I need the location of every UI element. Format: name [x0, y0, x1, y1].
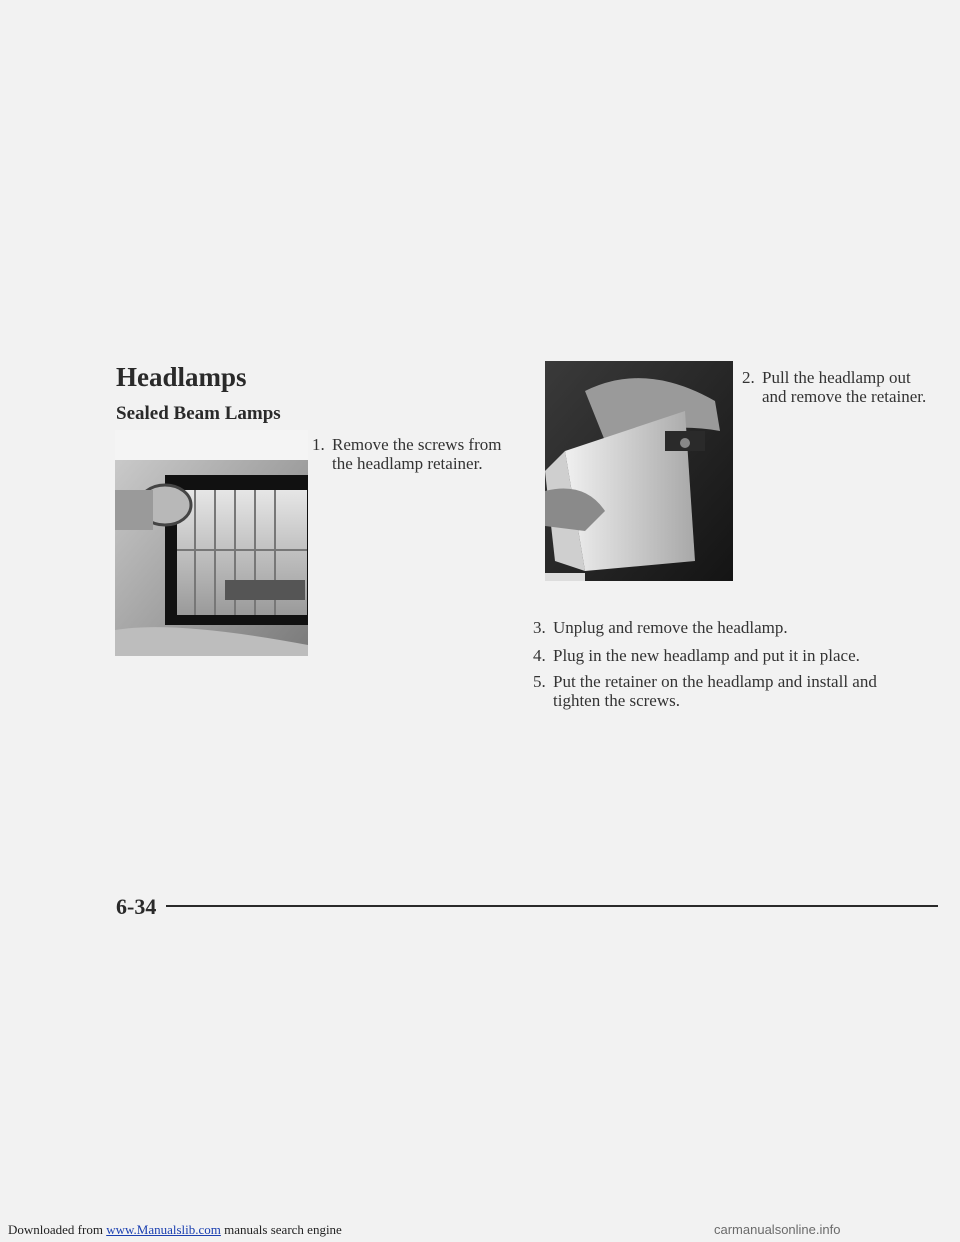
- step-text: Remove the screws from the headlamp retainer.: [332, 435, 502, 473]
- watermark-text: carmanualsonline.info: [714, 1222, 841, 1237]
- page-number: 6-34: [116, 894, 157, 919]
- step-number: 1.: [312, 435, 325, 454]
- step-number: 5.: [533, 672, 546, 691]
- banner-prefix: Downloaded from: [8, 1222, 107, 1237]
- manualslib-link[interactable]: www.Manualslib.com: [106, 1222, 221, 1237]
- headlamp-removal-photo: [545, 361, 733, 581]
- step-text: Plug in the new headlamp and put it in place.: [553, 646, 860, 665]
- footer-rule: [166, 905, 938, 907]
- step-number: 4.: [533, 646, 546, 665]
- step-number: 3.: [533, 618, 546, 637]
- step-text: Put the retainer on the headlamp and install and tighten the screws.: [553, 672, 877, 710]
- section-subtitle: Sealed Beam Lamps: [116, 403, 281, 424]
- step-text: Pull the headlamp out and remove the retainer.: [762, 368, 927, 406]
- banner-suffix: manuals search engine: [220, 1222, 342, 1237]
- download-banner: [8, 1222, 342, 1238]
- section-title: Headlamps: [116, 362, 247, 392]
- step-text: Unplug and remove the headlamp.: [553, 618, 788, 637]
- headlamp-retainer-photo: [115, 430, 308, 656]
- step-number: 2.: [742, 368, 755, 387]
